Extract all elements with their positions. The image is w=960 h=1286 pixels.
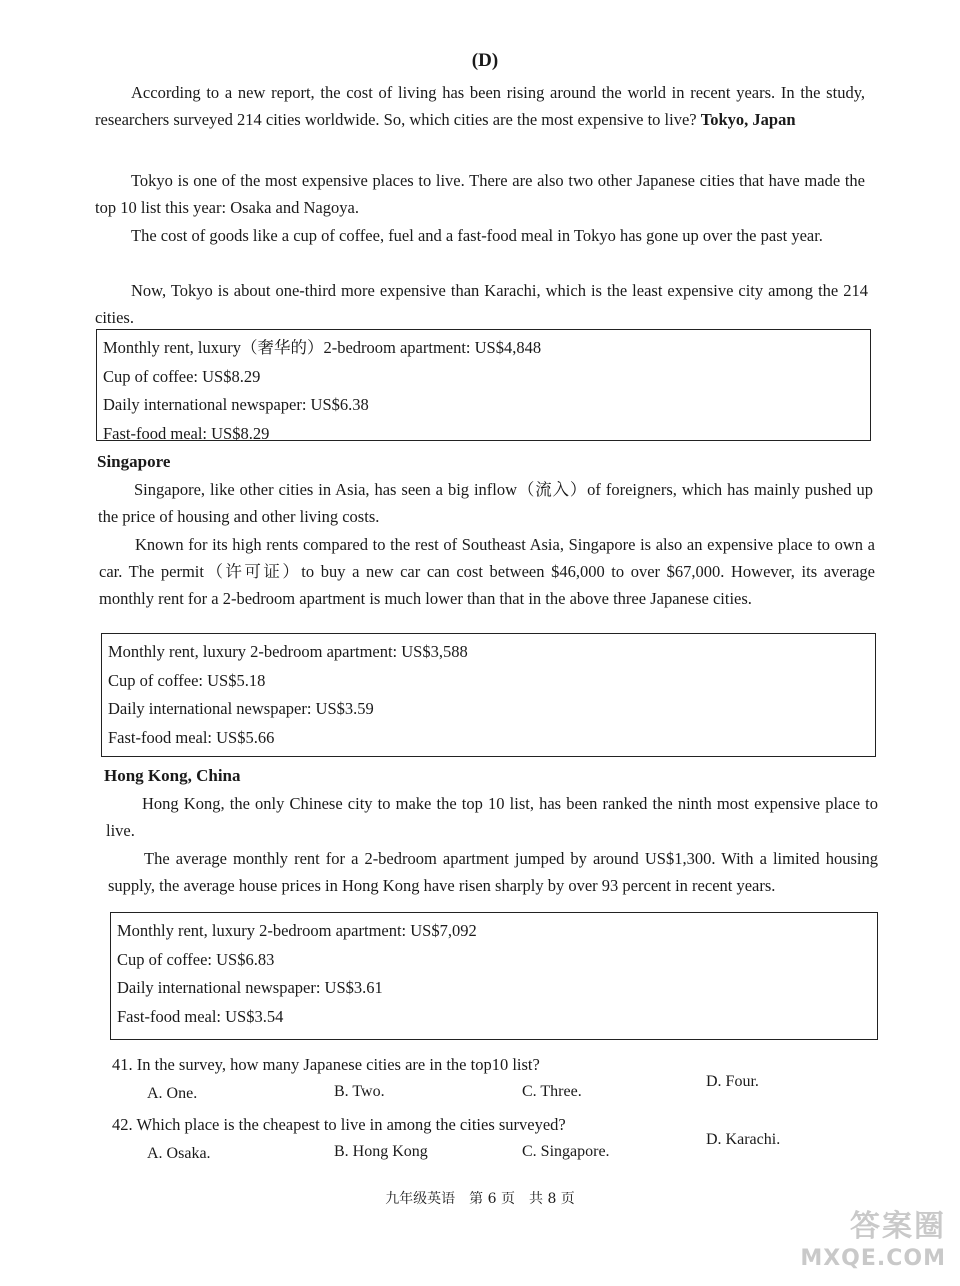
singapore-paragraph-2: Known for its high rents compared to the rest of Southeast Asia, Singapore is also an expensive place to own a car. The permit（许可证）to buy a new car can cost between $46,000 to over $67,000. However, its average monthly rent for a 2-bedroom apartment is much lower than that in the above three Japanese cities. xyxy=(99,535,875,608)
page-footer: 九年级英语 第 6 页 共 8 页 xyxy=(385,1191,575,1207)
hongkong-cost-box xyxy=(110,912,878,1040)
hongkong-rent: Monthly rent, luxury 2-bedroom apartment: US$7,092 xyxy=(117,921,477,940)
question-41-number: 41. xyxy=(112,1055,133,1074)
hongkong-coffee: Cup of coffee: US$6.83 xyxy=(117,949,275,969)
intro-text: According to a new report, the cost of living has been rising around the world in recent years. In the study, researchers surveyed 214 cities worldwide. So, which cities are the most expensive to live? xyxy=(95,83,865,129)
tokyo-fast-food: Fast-food meal: US$8.29 xyxy=(103,423,270,443)
watermark-text: MXQE.COM xyxy=(800,1246,946,1271)
section-title: (D) xyxy=(471,50,499,71)
hongkong-heading: Hong Kong, China xyxy=(104,766,241,785)
tokyo-paragraph-1: Tokyo is one of the most expensive places to live. There are also two other Japanese cities that have made the top 10 list this year: Osaka and Nagoya. xyxy=(95,171,865,217)
question-41-option-d[interactable]: D. Four. xyxy=(706,1073,759,1090)
question-41-option-c[interactable]: C. Three. xyxy=(522,1083,582,1100)
singapore-rent: Monthly rent, luxury 2-bedroom apartment: US$3,588 xyxy=(108,642,468,661)
question-42-option-c[interactable]: C. Singapore. xyxy=(522,1143,610,1160)
question-41-text: In the survey, how many Japanese cities are in the top10 list? xyxy=(136,1055,540,1074)
question-41-option-b[interactable]: B. Two. xyxy=(334,1083,385,1100)
question-42-text: Which place is the cheapest to live in among the cities surveyed? xyxy=(136,1115,566,1134)
singapore-newspaper: Daily international newspaper: US$3.59 xyxy=(108,699,374,718)
question-41 xyxy=(112,1055,540,1075)
question-42-number: 42. xyxy=(112,1115,133,1134)
singapore-cost-box xyxy=(101,633,876,757)
singapore-paragraph-1: Singapore, like other cities in Asia, has seen a big inflow（流入）of foreigners, which has mainly pushed up the price of housing and other living costs. xyxy=(98,480,873,526)
intro-paragraph xyxy=(95,79,865,133)
question-42-option-b[interactable]: B. Hong Kong xyxy=(334,1143,428,1160)
tokyo-coffee: Cup of coffee: US$8.29 xyxy=(103,366,261,386)
watermark-logo xyxy=(798,1208,946,1278)
question-42-option-a[interactable]: A. Osaka. xyxy=(147,1145,211,1162)
question-41-option-a[interactable]: A. One. xyxy=(147,1085,198,1102)
tokyo-paragraph-3: Now, Tokyo is about one-third more expensive than Karachi, which is the least expensive city among the 214 cities. xyxy=(95,281,868,327)
watermark-mark: 答案圈 xyxy=(850,1209,946,1244)
hongkong-paragraph-2: The average monthly rent for a 2-bedroom apartment jumped by around US$1,300. With a limited housing supply, the average house prices in Hong Kong have risen sharply by over 93 percent in recent years. xyxy=(108,849,878,895)
tokyo-heading: Tokyo, Japan xyxy=(700,110,796,129)
singapore-coffee: Cup of coffee: US$5.18 xyxy=(108,670,266,690)
question-42-option-d[interactable]: D. Karachi. xyxy=(706,1131,781,1148)
hongkong-paragraph-1: Hong Kong, the only Chinese city to make the top 10 list, has been ranked the ninth most expensive place to live. xyxy=(106,794,878,840)
question-42 xyxy=(112,1115,566,1135)
singapore-fast-food: Fast-food meal: US$5.66 xyxy=(108,727,275,747)
tokyo-cost-box xyxy=(96,329,871,441)
hongkong-newspaper: Daily international newspaper: US$3.61 xyxy=(117,978,383,997)
tokyo-newspaper: Daily international newspaper: US$6.38 xyxy=(103,395,369,414)
hongkong-fast-food: Fast-food meal: US$3.54 xyxy=(117,1006,284,1026)
singapore-heading: Singapore xyxy=(97,452,171,471)
tokyo-paragraph-2: The cost of goods like a cup of coffee, fuel and a fast-food meal in Tokyo has gone up over the past year. xyxy=(131,226,823,245)
tokyo-rent: Monthly rent, luxury（奢华的）2-bedroom apartment: US$4,848 xyxy=(103,338,542,357)
